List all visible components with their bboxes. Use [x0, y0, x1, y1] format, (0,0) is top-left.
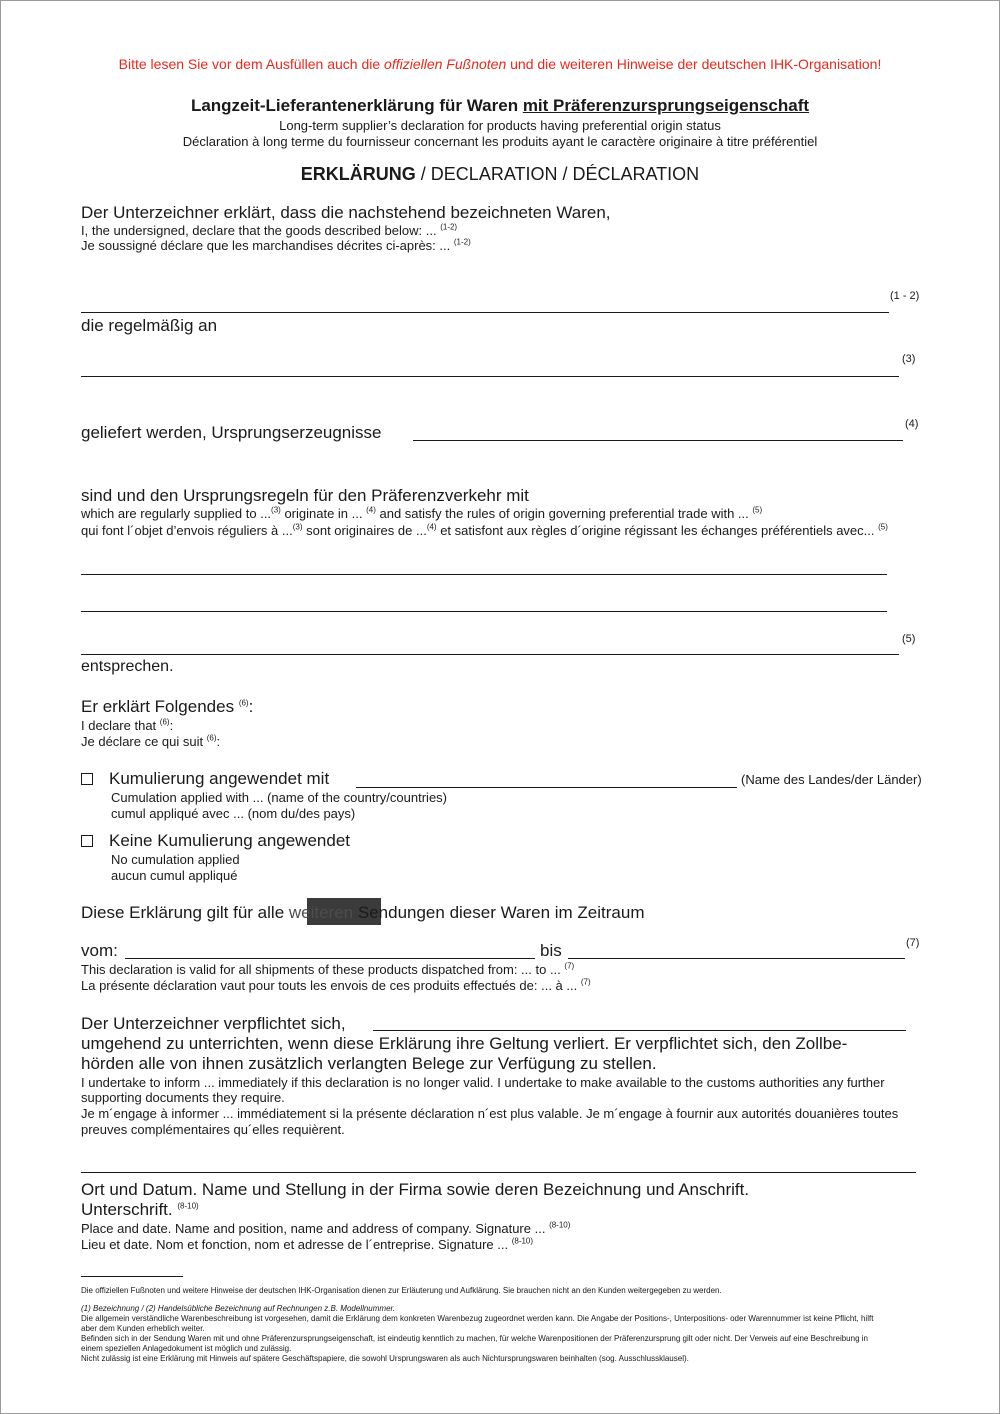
title-underlined: mit Präferenzursprungseigenschaft [522, 96, 810, 115]
declares-en-text: I declare that [81, 718, 157, 733]
no-cumulation-label-en: No cumulation applied [111, 852, 240, 867]
valid-to-label: bis [540, 941, 562, 960]
notice-italic-link[interactable]: offiziellen Fußnoten [384, 56, 507, 72]
signature-label-fr [81, 1237, 533, 1252]
declaration-heading-bold: ERKLÄRUNG [300, 164, 416, 184]
cumulation-label-fr: cumul appliqué avec ... (nom du/des pays) [111, 806, 356, 821]
cumulation-label-en: Cumulation applied with ... (name of the country/countries) [111, 790, 448, 805]
goods-en-text: I, the undersigned, declare that the goods described below: ... [81, 223, 437, 238]
rules-label-de: sind und den Ursprungsregeln für den Präferenzverkehr mit [81, 486, 529, 505]
validity-en-ref: (7) [564, 961, 575, 971]
validity-label-en [81, 962, 574, 977]
goods-fr-text: Je soussigné déclare que les marchandises décrites ci-après: ... [81, 238, 451, 253]
declares-label-fr [81, 734, 220, 749]
footnote-1-line-c: Befinden sich in der Sendung Waren mit und ohne Präferenzursprungseigenschaft, ist eindeutig kenntlich zu machen, für welche Warenpositionen der Präferenzursprung gilt oder nicht. Der Verweis auf eine Beschreibung in [81, 1334, 868, 1343]
declares-fr-ref: (6) [206, 733, 217, 743]
footnote-1-line-a: Die allgemein verständliche Warenbeschreibung ist vorgesehen, damit die Erklärung dem konkreten Warenbezug zugeordnet werden kann. Die Angabe der Positions-, Unterpositions- oder Warennummer ist keine Pflicht, hilft [81, 1314, 874, 1323]
title-english: Long-term supplier’s declaration for products having preferential origin status [279, 118, 721, 133]
valid-from-field[interactable] [125, 958, 535, 959]
customer-line-ref: (3) [902, 353, 916, 365]
rules-fr-3: et satisfont aux règles d´origine régissant les échanges préférentiels avec... [436, 523, 875, 538]
declares-en-colon: : [169, 718, 174, 733]
footnote-1-line-b: aber dem Kunden erheblich weiter. [81, 1324, 205, 1333]
rules-en-3: and satisfy the rules of origin governing preferential trade with ... [375, 506, 749, 521]
signature-fr-ref: (8-10) [511, 1236, 534, 1246]
signature-de-ref: (8-10) [177, 1201, 199, 1211]
rules-en-ref1: (3) [271, 505, 281, 515]
signature-field[interactable] [81, 1172, 916, 1173]
undertake-label-de-2: umgehend zu unterrichten, wenn diese Erklärung ihre Geltung verliert. Er verpflichtet sich, den Zollbe- [81, 1034, 848, 1053]
undertake-label-de-1: Der Unterzeichner verpflichtet sich, [81, 1014, 346, 1033]
validity-fr-ref: (7) [580, 977, 591, 987]
signature-label-de-2 [81, 1200, 199, 1220]
rules-en-1: which are regularly supplied to ... [81, 506, 272, 521]
validity-line-ref: (7) [906, 937, 920, 949]
fill-in-notice [0, 56, 1000, 72]
signature-label-de-1: Ort und Datum. Name und Stellung in der Firma sowie deren Bezeichnung und Anschrift. [81, 1180, 750, 1199]
declares-label-de [81, 697, 253, 717]
declares-fr-text: Je déclare ce qui suit [81, 734, 204, 749]
footnote-1-italic: (1) Bezeichnung / (2) Handelsübliche Bezeichnung auf Rechnungen z.B. Modellnummer. [81, 1304, 396, 1313]
signature-en-text: Place and date. Name and position, name and address of company. Signature ... [81, 1221, 546, 1236]
declares-de-ref: (6) [238, 698, 249, 708]
goods-statement-de: Der Unterzeichner erklärt, dass die nachstehend bezeichneten Waren, [81, 203, 611, 222]
rules-closing: entsprechen. [81, 658, 174, 675]
goods-en-ref: (1-2) [440, 222, 458, 232]
undertake-label-de-3: hörden alle von ihnen zusätzlich verlangten Belege zur Verfügung zu stellen. [81, 1054, 657, 1073]
valid-from-label: vom: [81, 941, 118, 960]
valid-to-field[interactable] [568, 958, 905, 959]
declares-de-text: Er erklärt Folgendes [81, 697, 235, 716]
validity-label-fr [81, 978, 591, 993]
rules-fr-ref3: (5) [878, 522, 888, 532]
signature-label-en [81, 1221, 570, 1236]
footnote-1-heading [81, 1304, 395, 1313]
cumulation-countries-field[interactable] [356, 787, 737, 788]
rules-en-ref3: (5) [752, 505, 763, 515]
regularly-supplied-label: die regelmäßig an [81, 316, 218, 335]
preferential-partner-field-3[interactable] [81, 654, 899, 655]
title-french: Déclaration à long terme du fournisseur concernant les produits ayant le caractère originaire à titre préférentiel [182, 134, 818, 149]
cumulation-hint: (Name des Landes/der Länder) [741, 772, 922, 787]
cumulation-checkbox[interactable] [81, 773, 93, 785]
declares-fr-colon: : [216, 734, 221, 749]
validity-en-text: This declaration is valid for all shipments of these products dispatched from: ... to ... [81, 962, 561, 977]
footnote-intro: Die offiziellen Fußnoten und weitere Hinweise der deutschen IHK-Organisation dienen zur Erläuterung und Aufklärung. Sie brauchen nicht an den Kunden weitergegeben zu werden. [81, 1286, 722, 1295]
rules-label-en [81, 506, 762, 521]
notice-text-after: und die weiteren Hinweise der deutschen IHK-Organisation! [506, 56, 882, 72]
footnote-1-line-d: einem speziellen Anlagedokument ist möglich und zulässig. [81, 1344, 292, 1353]
validity-de-after: Sendungen dieser Waren im Zeitraum [353, 903, 645, 922]
goods-description-field[interactable] [81, 312, 889, 313]
no-cumulation-label-fr: aucun cumul appliqué [111, 868, 238, 883]
origin-country-field[interactable] [413, 440, 903, 441]
undertake-label-fr-1: Je m´engage à informer ... immédiatement si la présente déclaration n´est plus valable. Je m´engage à fournir aux autorités douanières toutes [81, 1106, 899, 1121]
cumulation-label-de: Kumulierung angewendet mit [109, 769, 330, 788]
declares-label-en [81, 718, 173, 733]
declares-en-ref: (6) [159, 717, 170, 727]
notice-text-before: Bitte lesen Sie vor dem Ausfüllen auch die [118, 56, 385, 72]
preferential-partner-field-1[interactable] [81, 574, 887, 575]
signature-en-ref: (8-10) [549, 1220, 571, 1230]
goods-statement-fr [81, 238, 471, 253]
declaration-heading [0, 164, 1000, 185]
inform-party-field[interactable] [373, 1030, 906, 1031]
signature-fr-text: Lieu et date. Nom et fonction, nom et adresse de l´entreprise. Signature ... [81, 1237, 509, 1252]
origin-line-ref: (4) [905, 418, 919, 430]
rules-fr-2: sont originaires de ... [302, 523, 427, 538]
declares-de-colon: : [248, 697, 254, 716]
undertake-label-fr-2: preuves complémentaires qu´elles requièrent. [81, 1122, 345, 1137]
rules-fr-ref1: (3) [292, 522, 303, 532]
undertake-label-en-1: I undertake to inform ... immediately if this declaration is no longer valid. I undertake to make available to the customs authorities any further [81, 1075, 885, 1090]
undertake-label-en-2: supporting documents they require. [81, 1090, 285, 1105]
goods-statement-en [81, 223, 457, 238]
validity-fr-text: La présente déclaration vaut pour touts les envois de ces produits effectués de: ... à ... [81, 978, 578, 993]
goods-fr-ref: (1-2) [453, 237, 471, 247]
declaration-heading-rest: / DECLARATION / DÉCLARATION [415, 164, 700, 184]
document-title [0, 96, 1000, 116]
preferential-partner-field-2[interactable] [81, 611, 887, 612]
footnote-1-line-e: Nicht zulässig ist eine Erklärung mit Hinweis auf spätere Geschäftspapiere, die sowohl Ursprungswaren als auch Nichtursprungswaren beinhalten (sog. Ausschlussklausel). [81, 1354, 689, 1363]
rules-fr-ref2: (4) [426, 522, 437, 532]
no-cumulation-checkbox[interactable] [81, 835, 93, 847]
title-plain: Langzeit-Lieferantenerklärung für Waren [190, 96, 523, 115]
no-cumulation-label-de: Keine Kumulierung angewendet [109, 831, 351, 850]
partner-line-ref: (5) [902, 633, 916, 645]
validity-label-de [81, 903, 644, 923]
rules-label-fr [81, 523, 888, 538]
goods-line-ref: (1 - 2) [890, 290, 920, 302]
footnote-separator [81, 1276, 183, 1277]
origin-products-label: geliefert werden, Ursprungserzeugnisse [81, 423, 382, 442]
rules-en-ref2: (4) [366, 505, 376, 515]
rules-fr-1: qui font l´objet d’envois réguliers à ... [81, 523, 293, 538]
rules-en-2: originate in ... [280, 506, 363, 521]
customer-field[interactable] [81, 376, 899, 377]
validity-de-before: Diese Erklärung gilt für alle [81, 903, 289, 922]
validity-redacted-word: weiteren [288, 903, 354, 922]
signature-de-2-text: Unterschrift. [81, 1200, 173, 1219]
